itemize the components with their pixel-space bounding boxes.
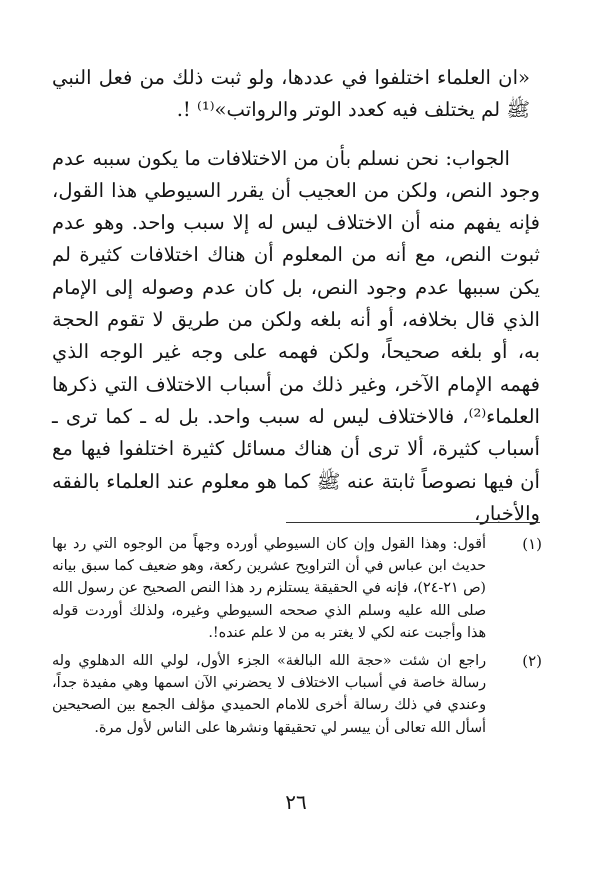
main-text xyxy=(52,62,540,530)
footnote-divider xyxy=(286,522,540,523)
page-number: ٢٦ xyxy=(285,790,307,814)
footnote-2-text: راجع ان شئت «حجة الله البالغة» الجزء الأول، لولي الله الدهلوي وله رسالة خاصة في أسباب الاختلاف لا يحضرني الآن اسمها وهي مفيدة جداً، وعندي في ذلك رسالة أخرى للامام الحميدي مؤلف الجمع بين الصحيحين أسأل الله تعالى أن ييسر لي تحقيقها ونشرها على الناس لأول مرة. xyxy=(52,653,486,736)
footnote-1-number: (١) xyxy=(522,535,542,553)
footnotes xyxy=(52,533,542,739)
quote-paragraph: «ان العلماء اختلفوا في عددها، ولو ثبت ذلك من فعل النبي ﷺ لم يختلف فيه كعدد الوتر والرواتب»⁽¹⁾ !. xyxy=(52,66,530,122)
footnote-2-number: (٢) xyxy=(522,652,542,671)
footnote-1 xyxy=(52,533,542,644)
answer-paragraph: الجواب: نحن نسلم بأن من الاختلافات ما يكون سببه عدم وجود النص، ولكن من العجيب أن يقرر السيوطي هذا القول، فإنه يفهم منه أن الاختلاف ليس له إلا سبب واحد. وهو عدم ثبوت النص، مع أنه من المعلوم أن هناك اختلافات كثيرة لم يكن سببها عدم وجود النص، بل كان عدم وصوله إلى الإمام الذي قال بخلافه، أو أنه بلغه ولكن من طريق لا تقوم الحجة به، أو بلغه صحيحاً، ولكن فهمه على وجه غير الوجه الذي فهمه الإمام الآخر، وغير ذلك من أسباب الاختلاف التي ذكرها العلماء⁽²⁾، فالاختلاف ليس له سبب واحد. بل له ـ كما ترى ـ أسباب كثيرة، ألا ترى أن هناك مسائل كثيرة اختلفوا فيها مع أن فيها نصوصاً ثابتة عنه ﷺ كما هو معلوم عند العلماء بالفقه والأخبار، xyxy=(52,146,540,525)
footnote-1-text: أقول: وهذا القول وإن كان السيوطي أورده وجهاً من الوجوه التي رد بها حديث ابن عباس في أن التراويح عشرين ركعة، وهو ضعيف كما سبق بيانه (ص ٢١-٢٤)، فإنه في الحقيقة يستلزم رد هذا النص الصحيح عن رسول الله صلى الله عليه وسلم الذي صححه السيوطي وغيره، ولذلك أوردت قوله هذا وأجبت عنه لكي لا يغتر به من لا علم عنده!. xyxy=(51,536,486,641)
footnote-2 xyxy=(52,650,542,739)
